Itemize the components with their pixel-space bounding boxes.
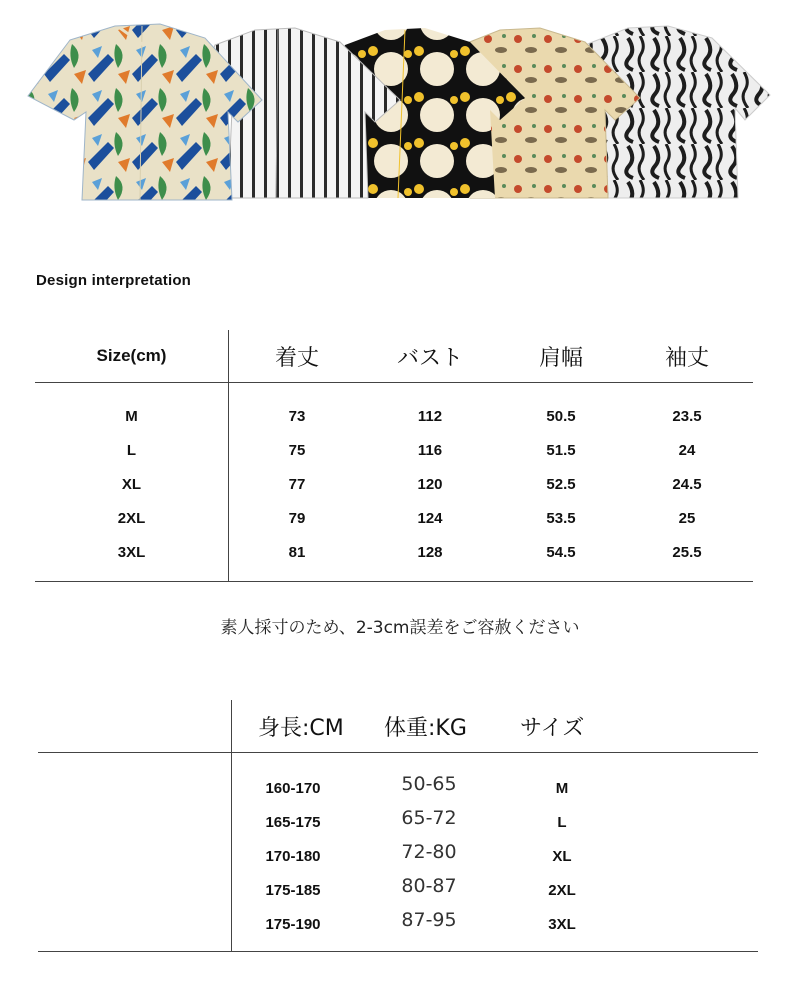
table-cell: 24.5	[672, 475, 702, 493]
table-cell: 50-65	[401, 773, 457, 795]
table-cell: M	[555, 779, 569, 797]
header-shoulder: 肩幅	[538, 345, 583, 371]
table-cell: XL	[121, 475, 142, 493]
measurement-note: 素人採寸のため、2-3cm誤差をご容赦ください	[220, 618, 580, 638]
header-sleeve: 袖丈	[664, 345, 709, 371]
table-cell: 112	[417, 407, 443, 425]
table-cell: L	[557, 813, 567, 831]
size-table	[35, 330, 753, 582]
table-cell: 79	[288, 509, 306, 527]
table-cell: XL	[552, 847, 572, 865]
table-cell: L	[126, 441, 137, 459]
table-cell: 50.5	[546, 407, 576, 425]
table-cell: 52.5	[546, 475, 576, 493]
header-divider	[38, 752, 758, 753]
column-divider	[231, 700, 232, 952]
table-cell: 3XL	[548, 915, 576, 933]
header-size: サイズ	[520, 715, 585, 741]
table-cell: 25	[678, 509, 696, 527]
bottom-divider	[38, 951, 758, 952]
table-cell: 120	[417, 475, 443, 493]
table-cell: 175-185	[265, 881, 321, 899]
bottom-divider	[35, 581, 753, 582]
table-cell: 80-87	[401, 875, 457, 897]
table-cell: 54.5	[546, 543, 576, 561]
shirts-photo	[0, 0, 800, 215]
fit-guide-table	[38, 700, 758, 952]
table-cell: 73	[288, 407, 306, 425]
section-title: Design interpretation	[36, 272, 192, 289]
table-cell: 51.5	[546, 441, 576, 459]
table-cell: 53.5	[546, 509, 576, 527]
table-cell: 81	[288, 543, 306, 561]
table-cell: 25.5	[672, 543, 702, 561]
table-cell: 116	[417, 441, 443, 459]
table-cell: 23.5	[672, 407, 702, 425]
table-cell: 160-170	[265, 779, 321, 797]
header-weight: 体重:KG	[384, 715, 467, 741]
table-cell: 75	[288, 441, 306, 459]
table-cell: 2XL	[117, 509, 146, 527]
table-cell: 165-175	[265, 813, 321, 831]
header-size: Size(cm)	[96, 346, 167, 365]
header-bust: バスト	[396, 345, 463, 371]
table-cell: 128	[417, 543, 443, 561]
table-cell: 170-180	[265, 847, 321, 865]
table-cell: M	[125, 407, 138, 425]
table-cell: 124	[417, 509, 443, 527]
table-cell: 65-72	[401, 807, 457, 829]
table-cell: 72-80	[401, 841, 457, 863]
header-height: 身長:CM	[258, 715, 344, 741]
table-cell: 24	[678, 441, 696, 459]
product-image-strip	[0, 0, 800, 215]
header-length: 着丈	[274, 345, 319, 371]
header-divider	[35, 382, 753, 383]
column-divider	[228, 330, 229, 582]
table-cell: 87-95	[401, 909, 457, 931]
table-cell: 175-190	[265, 915, 321, 933]
table-cell: 2XL	[548, 881, 576, 899]
table-cell: 3XL	[117, 543, 146, 561]
table-cell: 77	[288, 475, 306, 493]
